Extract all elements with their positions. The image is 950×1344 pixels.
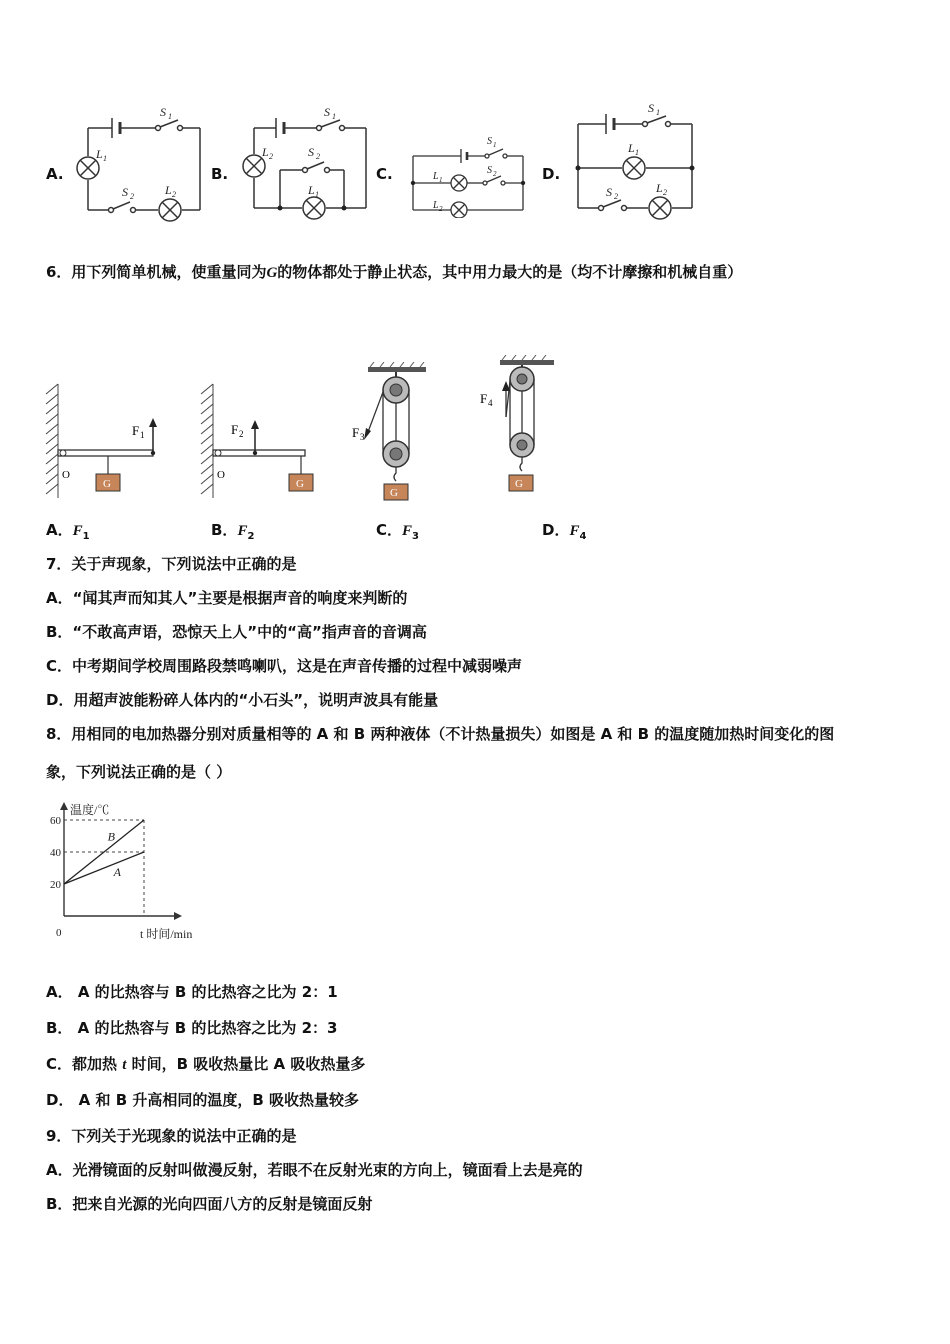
circuit-d-s2-sub: 2 (614, 192, 618, 201)
q8-option-a: A． A 的比热容与 B 的比热容之比为 2：1 (46, 983, 338, 1001)
q7-option-d: D．用超声波能粉碎人体内的“小石头”，说明声波具有能量 (46, 691, 439, 709)
q5-option-b-label: B. (211, 165, 229, 183)
lever-f2-weight-label: G (296, 478, 304, 490)
lever-f1-force-label: F (132, 423, 140, 438)
q7-option-a: A．“闻其声而知其人”主要是根据声音的响度来判断的 (46, 589, 408, 607)
lever-f2-force-sub: 2 (239, 429, 244, 439)
pulley-f3-weight-label: G (390, 487, 398, 499)
circuit-c-l2-label: L (433, 200, 439, 211)
lever-f1-weight-label: G (103, 478, 111, 490)
pulley-f4-diagram (476, 355, 576, 497)
q8-option-d: D． A 和 B 升高相同的温度，B 吸收热量较多 (46, 1091, 360, 1109)
circuit-d-l2-sub: 2 (663, 188, 667, 197)
q5-option-a-label: A. (46, 165, 64, 183)
q9-option-b: B．把来自光源的光向四面八方的反射是镜面反射 (46, 1195, 373, 1213)
pulley-f3-force-label: F (352, 425, 360, 440)
circuit-c-diagram (403, 128, 533, 218)
y-axis-label: 温度/℃ (70, 803, 110, 817)
pulley-f4-force-label: F (480, 391, 488, 406)
q7-option-c: C．中考期间学校周围路段禁鸣喇叭，这是在声音传播的过程中减弱噪声 (46, 657, 523, 675)
q7-stem: 7．关于声现象，下列说法中正确的是 (46, 555, 297, 573)
q9-stem: 9．下列关于光现象的说法中正确的是 (46, 1127, 297, 1145)
q6-stem-tail: 的物体都处于静止状态，其中用力最大的是（均不计摩擦和机械自重） (277, 263, 743, 281)
temperature-time-chart (40, 800, 230, 945)
circuit-a-l2-sub: 2 (172, 190, 176, 199)
circuit-b-l1-sub: 1 (315, 190, 319, 199)
circuit-a-l1-label: L (96, 147, 103, 161)
q5-option-d-label: D. (542, 165, 561, 183)
circuit-c-s2-label: S (487, 165, 492, 176)
circuit-c-l1-sub: 1 (439, 176, 443, 184)
pulley-f4-weight-label: G (515, 478, 523, 490)
circuit-c-s1-sub: 1 (493, 141, 497, 149)
q9-option-a: A．光滑镜面的反射叫做漫反射，若眼不在反射光束的方向上，镜面看上去是亮的 (46, 1161, 583, 1179)
q5-option-c-label: C. (376, 165, 393, 183)
circuit-b-l1-label: L (308, 183, 315, 197)
q8-stem-line2: 象，下列说法正确的是（ ） (46, 763, 232, 781)
circuit-a-s1-sub: 1 (168, 112, 172, 121)
circuit-d-s2-label: S (606, 185, 612, 199)
circuit-c-s2-sub: 2 (493, 170, 497, 178)
origin-label: 0 (56, 927, 62, 939)
circuit-a-diagram (70, 100, 210, 225)
q8-option-c-var: t (122, 1057, 127, 1073)
pulley-f4-force-sub: 4 (488, 398, 493, 408)
circuit-d-l2-label: L (656, 181, 663, 195)
circuit-c-s1-label: S (487, 136, 492, 147)
circuit-d-diagram (566, 100, 706, 225)
y-tick-label: 60 (50, 815, 61, 827)
x-axis-label: t 时间/min (140, 927, 193, 941)
series-label-b: B (107, 829, 115, 844)
x-axis-arrow (174, 912, 182, 920)
q6-stem-text: 6．用下列简单机械，使重量同为 (46, 263, 267, 281)
lever-f2-force-label: F (231, 422, 239, 437)
circuit-b-s1-label: S (324, 105, 330, 119)
circuit-d-s1-sub: 1 (656, 108, 660, 117)
circuit-b-s2-label: S (308, 145, 314, 159)
lever-f2-diagram (195, 380, 325, 505)
circuit-a-s2-label: S (122, 185, 128, 199)
q6-stem-g: G (266, 265, 278, 281)
circuit-b-l2-label: L (262, 145, 269, 159)
q8-stem-line1: 8．用相同的电加热器分别对质量相等的 A 和 B 两种液体（不计热量损失）如图是 A 和 B 的温度随加热时间变化的图 (46, 725, 835, 743)
q6-option-c: C．$F_3$ (376, 521, 419, 542)
circuit-b-l2-sub: 2 (269, 152, 273, 161)
series-line-a (64, 852, 144, 884)
circuit-a-s1-label: S (160, 105, 166, 119)
lever-f2-pivot-label: O (217, 469, 225, 481)
circuit-b-diagram (236, 100, 376, 225)
y-tick-label: 20 (50, 879, 61, 891)
q7-option-b: B．“不敢高声语，恐惊天上人”中的“高”指声音的音调高 (46, 623, 427, 641)
circuit-d-l1-sub: 1 (635, 148, 639, 157)
lever-f1-force-sub: 1 (140, 430, 145, 440)
circuit-b-s2-sub: 2 (316, 152, 320, 161)
q6-option-d: D．$F_4$ (542, 521, 587, 542)
circuit-d-l1-label: L (628, 141, 635, 155)
circuit-a-l1-sub: 1 (103, 154, 107, 163)
q8-option-c-post: 时间，B 吸收热量比 A 吸收热量多 (126, 1055, 366, 1073)
circuit-a-l2-label: L (165, 183, 172, 197)
circuit-d-s1-label: S (648, 101, 654, 115)
circuit-c-l1-label: L (433, 171, 439, 182)
lever-f1-diagram (40, 380, 170, 505)
q6-option-a: A．$F_1$ (46, 521, 90, 542)
y-tick-label: 40 (50, 847, 61, 859)
circuit-a-s2-sub: 2 (130, 192, 134, 201)
series-label-a: A (113, 865, 121, 880)
q8-option-c-pre: C．都加热 (46, 1055, 123, 1073)
q8-option-b: B． A 的比热容与 B 的比热容之比为 2：3 (46, 1019, 338, 1037)
y-axis-arrow (60, 802, 68, 810)
circuit-b-s1-sub: 1 (332, 112, 336, 121)
q6-stem (46, 261, 742, 282)
circuit-c-l2-sub: 2 (439, 205, 443, 213)
lever-f1-pivot-label: O (62, 469, 70, 481)
q6-option-b: B．$F_2$ (211, 521, 255, 542)
pulley-f3-diagram (340, 362, 440, 504)
pulley-f3-force-sub: 3 (360, 432, 365, 442)
q8-option-c (46, 1053, 365, 1074)
